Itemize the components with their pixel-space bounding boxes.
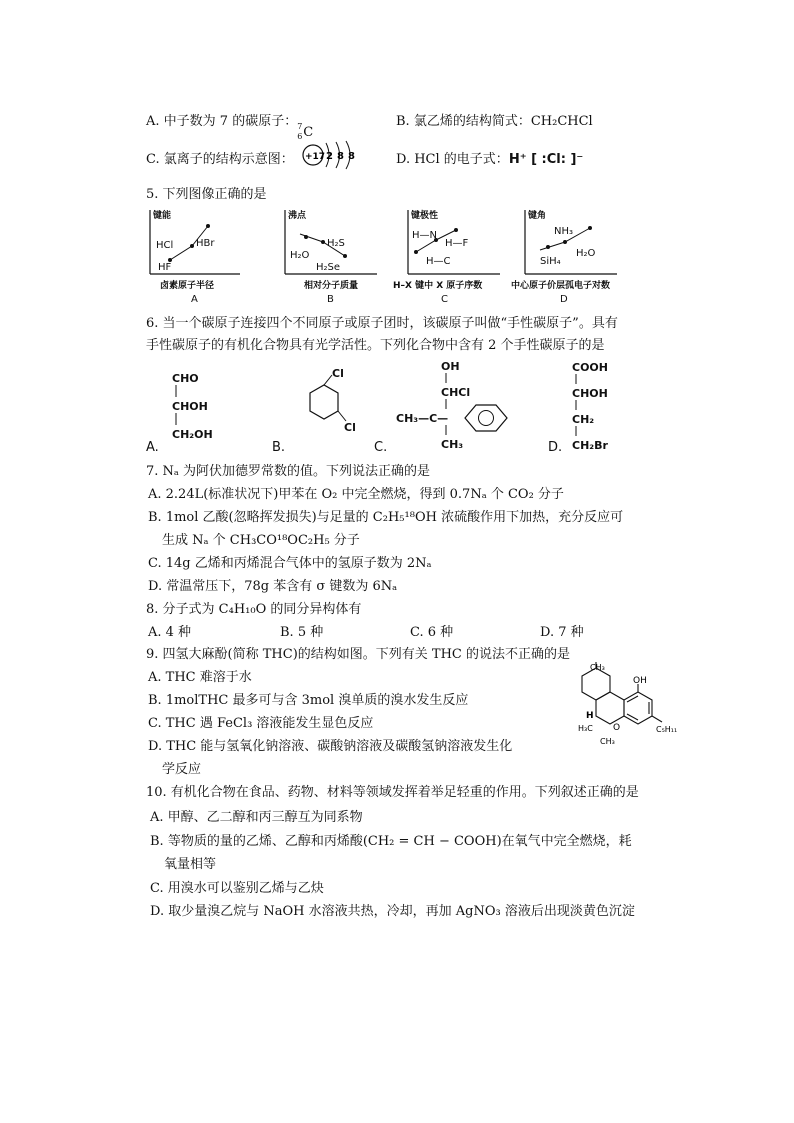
q8-option-d: D. 7 种 — [540, 625, 584, 640]
q6-b-letter: B. — [272, 440, 286, 455]
q6-c-ch3: CH₃ — [441, 438, 464, 451]
nucleus-charge: +17 — [305, 152, 326, 162]
q5-stem: 5. 下列图像正确的是 — [146, 187, 267, 202]
q4-isotope-symbol: C — [303, 125, 314, 140]
q6-b-cl-1: Cl — [332, 367, 344, 380]
shell-2: 8 — [337, 151, 344, 162]
q9-option-b: B. 1molTHC 最多可与含 3mol 溴单质的溴水发生反应 — [148, 693, 469, 708]
q9-option-d-line1: D. THC 能与氢氧化钠溶液、碳酸钠溶液及碳酸氢钠溶液发生化 — [148, 739, 513, 754]
q4-isotope-number: 6 — [297, 132, 303, 141]
q6-d-letter: D. — [548, 440, 563, 455]
graph-a-point-1: HF — [158, 262, 172, 273]
q6-a-line2: CHOH — [172, 400, 208, 413]
q10-stem: 10. 有机化合物在食品、药物、材料等领域发挥着举足轻重的作用。下列叙述正确的是 — [146, 785, 639, 800]
graph-d-point-3: H₂O — [576, 248, 596, 259]
q6-c-ch3-c: CH₃—C— — [396, 412, 449, 425]
graph-d-point-1: SiH₄ — [540, 256, 561, 267]
q4-option-b: B. 氯乙烯的结构简式：CH₂CHCl — [396, 114, 593, 129]
graph-c-point-3: H—C — [426, 256, 451, 267]
q10-option-a: A. 甲醇、乙二醇和丙三醇互为同系物 — [150, 810, 363, 825]
q6-stem-line1: 6. 当一个碳原子连接四个不同原子或原子团时，该碳原子叫做“手性碳原子”。具有 — [146, 316, 618, 331]
thc-c5h11: C₅H₁₁ — [656, 725, 678, 734]
thc-oh: OH — [633, 676, 647, 686]
q6-d-line1: COOH — [572, 361, 608, 374]
q7-option-b-line1: B. 1mol 乙酸(忽略挥发损失)与足量的 C₂H₅¹⁸OH 浓硫酸作用下加热，充分反应可 — [148, 510, 624, 525]
graph-d — [511, 209, 617, 305]
q10-option-b-line2: 氧量相等 — [164, 857, 217, 872]
graph-c-xlabel: H–X 键中 X 原子序数 — [393, 281, 483, 291]
q6-b-cl-2: Cl — [344, 421, 356, 434]
graph-d-ylabel: 键角 — [528, 211, 547, 221]
graph-d-xlabel: 中心原子价层孤电子对数 — [511, 281, 611, 291]
graph-a-point-3: HBr — [196, 238, 215, 249]
q6-d-line2: CHOH — [572, 387, 608, 400]
graph-a-xlabel: 卤素原子半径 — [160, 281, 215, 291]
q4-option-a-text: A. 中子数为 7 的碳原子： — [146, 114, 298, 129]
q7-option-d: D. 常温常压下，78g 苯含有 σ 键数为 6Nₐ — [148, 579, 398, 594]
q9-stem: 9. 四氢大麻酚(简称 THC)的结构如图。下列有关 THC 的说法不正确的是 — [146, 647, 570, 662]
graph-c-point-2: H—F — [445, 238, 469, 249]
q6-option-b-structure — [272, 367, 356, 455]
graph-d-point-2: NH₃ — [554, 226, 574, 237]
q6-a-line3: CH₂OH — [172, 428, 213, 441]
q6-structures — [140, 355, 660, 455]
thc-o: O — [613, 723, 621, 733]
q5-graphs — [140, 204, 660, 308]
thc-h3c: H₃C — [578, 724, 593, 733]
q6-option-a-structure — [146, 372, 213, 455]
q6-d-line3: CH₂ — [572, 413, 595, 426]
q4-option-c-text: C. 氯离子的结构示意图： — [146, 152, 294, 167]
q6-option-c-structure — [374, 360, 507, 455]
q6-a-line1: CHO — [172, 372, 199, 385]
graph-c-point-1: H—N — [412, 230, 437, 241]
graph-a — [150, 209, 240, 305]
q6-c-oh: OH — [441, 360, 460, 373]
graph-a-letter: A — [191, 294, 198, 305]
thc-ch3-top: CH₃ — [590, 663, 605, 672]
graph-a-ylabel: 键能 — [153, 211, 172, 221]
q10-option-c: C. 用溴水可以鉴别乙烯与乙炔 — [150, 881, 324, 896]
q9-option-a: A. THC 难溶于水 — [148, 670, 252, 685]
q7-option-b-line2: 生成 Nₐ 个 CH₃CO¹⁸OC₂H₅ 分子 — [162, 533, 360, 548]
thc-h: H — [586, 711, 594, 721]
q4-option-a — [146, 110, 314, 141]
q4-option-d — [396, 148, 583, 167]
q8-option-c: C. 6 种 — [410, 625, 454, 640]
q8-option-b: B. 5 种 — [280, 625, 324, 640]
q6-option-d-structure — [548, 361, 608, 455]
graph-b-ylabel: 沸点 — [288, 211, 307, 221]
chloride-ion-diagram — [302, 138, 362, 172]
graph-b-letter: B — [327, 294, 334, 305]
q6-c-chcl: CHCl — [441, 386, 471, 399]
q6-c-letter: C. — [374, 440, 388, 455]
graph-b — [285, 209, 377, 305]
hcl-electron-formula: H⁺ [ :Cl: ]⁻ — [508, 152, 584, 167]
q7-stem: 7. Nₐ 为阿伏加德罗常数的值。下列说法正确的是 — [146, 464, 431, 479]
q10-option-d: D. 取少量溴乙烷与 NaOH 水溶液共热，冷却，再加 AgNO₃ 溶液后出现淡黄色沉淀 — [150, 904, 635, 919]
graph-b-xlabel: 相对分子质量 — [304, 281, 359, 291]
q10-option-b-line1: B. 等物质的量的乙烯、乙醇和丙烯酸(CH₂ = CH − COOH)在氧气中完全燃烧，耗 — [150, 834, 632, 849]
thc-structure — [552, 662, 682, 754]
q8-stem: 8. 分子式为 C₄H₁₀O 的同分异构体有 — [146, 602, 362, 617]
graph-b-point-2: H₂S — [327, 238, 345, 249]
shell-1: 2 — [326, 151, 333, 162]
q9-option-c: C. THC 遇 FeCl₃ 溶液能发生显色反应 — [148, 716, 374, 731]
q6-stem-line2: 手性碳原子的有机化合物具有光学活性。下列化合物中含有 2 个手性碳原子的是 — [146, 338, 605, 353]
q4-isotope-mass: 7 — [297, 122, 303, 131]
q6-d-line4: CH₂Br — [572, 439, 608, 452]
graph-c-letter: C — [441, 294, 448, 305]
q9-option-d-line2: 学反应 — [162, 762, 202, 777]
thc-ch3-bottom: CH₃ — [600, 737, 615, 746]
graph-a-point-2: HCl — [156, 240, 174, 251]
q7-option-a: A. 2.24L(标准状况下)甲苯在 O₂ 中完全燃烧，得到 0.7Nₐ 个 CO₂ 分子 — [148, 487, 564, 502]
q8-option-a: A. 4 种 — [148, 625, 192, 640]
graph-c — [393, 209, 500, 305]
q4-option-d-text: D. HCl 的电子式： — [396, 152, 509, 167]
graph-b-point-1: H₂O — [290, 250, 310, 261]
graph-c-ylabel: 键极性 — [411, 211, 439, 221]
q6-a-letter: A. — [146, 440, 159, 455]
graph-d-letter: D — [560, 294, 568, 305]
q4-option-c — [146, 148, 294, 167]
shell-3: 8 — [348, 151, 355, 162]
q7-option-c: C. 14g 乙烯和丙烯混合气体中的氢原子数为 2Nₐ — [148, 556, 432, 571]
graph-b-point-3: H₂Se — [316, 262, 341, 273]
